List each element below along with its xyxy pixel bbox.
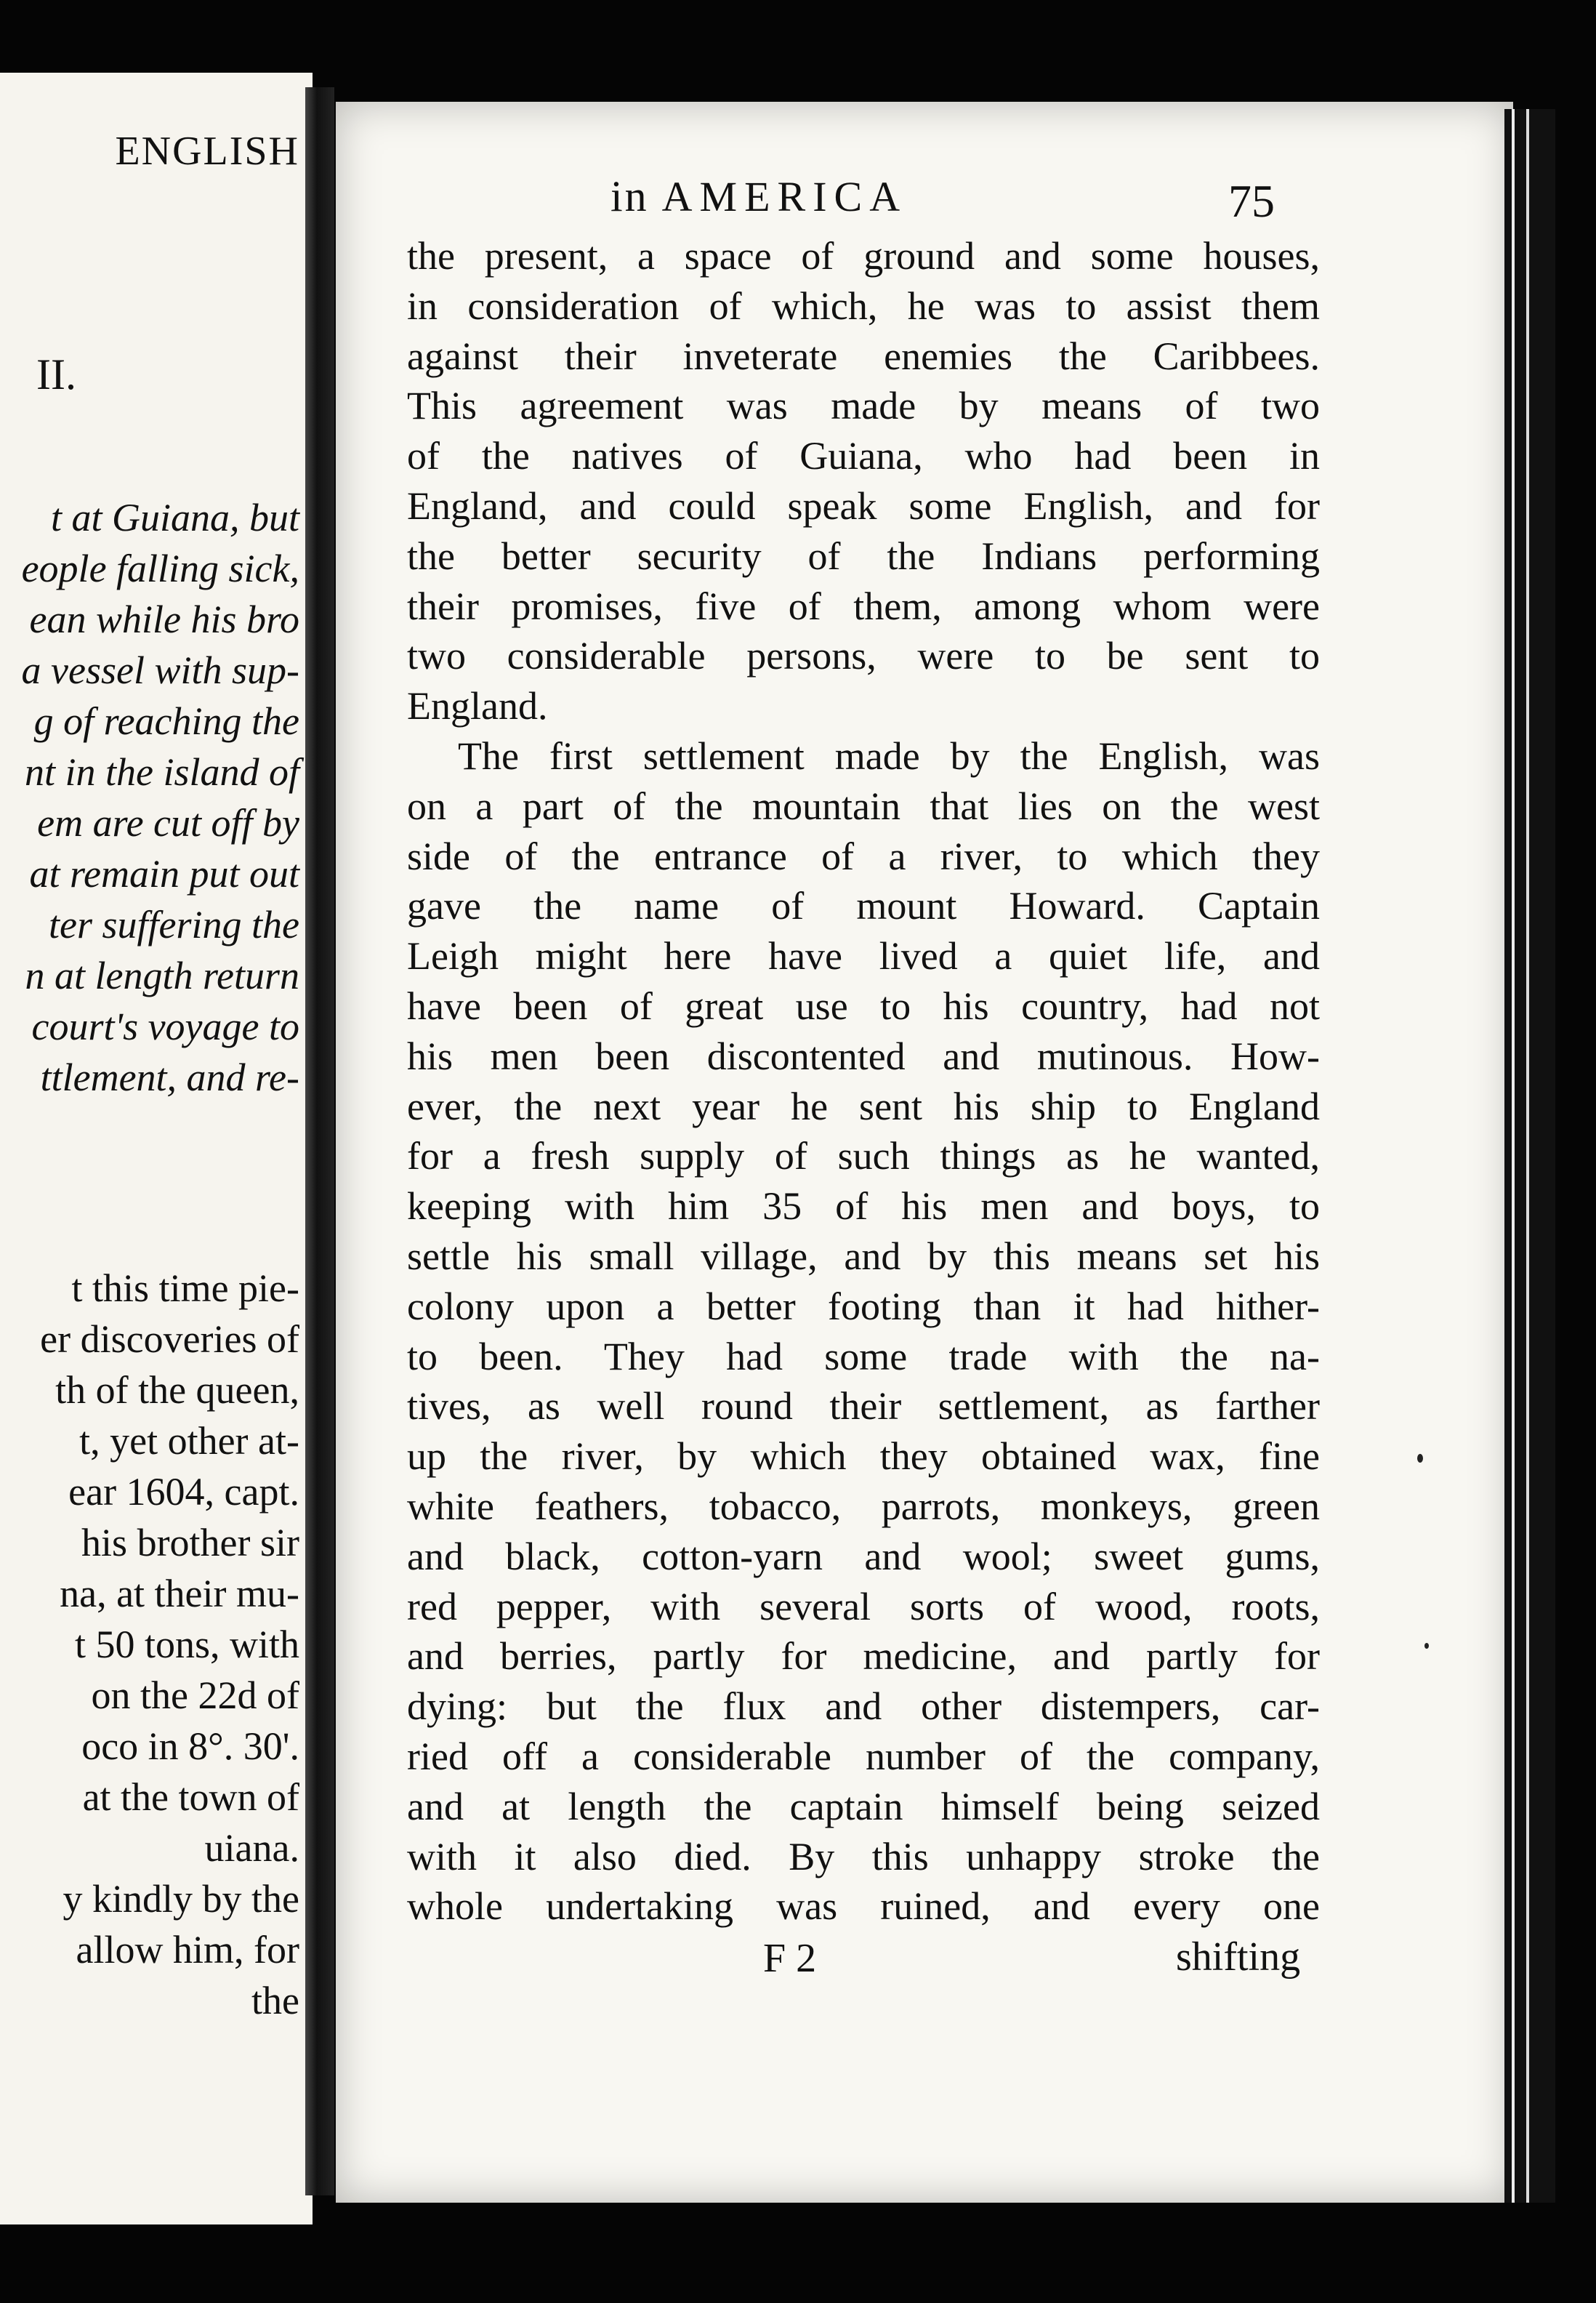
left-page-line: ttlement, and re- xyxy=(40,1056,299,1099)
text-line: to been. They had some trade with the na- xyxy=(407,1334,1320,1378)
text-line: and black, cotton-yarn and wool; sweet gums, xyxy=(407,1534,1320,1578)
left-page-line: g of reaching the xyxy=(33,699,299,743)
text-line: the better security of the Indians performing xyxy=(407,534,1320,578)
text-line: dying: but the flux and other distempers, car- xyxy=(407,1684,1320,1729)
page-number: 75 xyxy=(1228,175,1275,227)
running-head xyxy=(610,172,907,222)
text-line: with it also died. By this unhappy stroke the xyxy=(407,1834,1320,1878)
signature-mark: F 2 xyxy=(763,1936,817,1981)
left-page-line: his brother sir xyxy=(81,1521,299,1564)
left-page-line: na, at their mu- xyxy=(60,1572,299,1615)
left-page-line: on the 22d of xyxy=(91,1673,299,1717)
left-page-line: er discoveries of xyxy=(40,1317,299,1361)
left-page-line: t at Guiana, but xyxy=(50,496,299,539)
left-page-fragment xyxy=(0,73,313,2224)
text-line: whole undertaking was ruined, and every one xyxy=(407,1884,1320,1929)
text-line: side of the entrance of a river, to which they xyxy=(407,834,1320,878)
text-line: This agreement was made by means of two xyxy=(407,384,1320,428)
left-page-line: ter suffering the xyxy=(49,903,299,946)
left-page-line: II. xyxy=(36,350,76,398)
left-page-line: n at length return xyxy=(25,954,299,997)
ink-speck xyxy=(1424,1643,1429,1649)
text-line: their promises, five of them, among whom were xyxy=(407,584,1320,628)
text-line: The first settlement made by the English, was xyxy=(458,733,1320,778)
text-line: on a part of the mountain that lies on the west xyxy=(407,784,1320,828)
catchword: shifting xyxy=(1176,1934,1301,1980)
running-head-title: AMERICA xyxy=(661,173,908,220)
text-line: up the river, by which they obtained wax, fine xyxy=(407,1434,1320,1479)
left-page-line: allow him, for xyxy=(76,1928,299,1972)
text-line: colony upon a better footing than it had hither- xyxy=(407,1284,1320,1328)
left-page-line: ean while his bro xyxy=(29,598,299,641)
text-line: of the natives of Guiana, who had been in xyxy=(407,434,1320,478)
left-page-line: t, yet other at- xyxy=(79,1419,299,1463)
body-text xyxy=(407,231,1320,1932)
text-line: white feathers, tobacco, parrots, monkeys, green xyxy=(407,1484,1320,1528)
left-page-line: at the town of xyxy=(82,1775,299,1819)
text-line: red pepper, with several sorts of wood, roots, xyxy=(407,1584,1320,1628)
text-line: against their inveterate enemies the Caribbees. xyxy=(407,334,1320,378)
left-page-line: th of the queen, xyxy=(55,1368,299,1412)
page-edge-stack xyxy=(1504,109,1555,2203)
book-gutter xyxy=(305,87,334,2195)
text-line: tives, as well round their settlement, as farther xyxy=(407,1384,1320,1428)
left-page-line: at remain put out xyxy=(29,852,299,896)
left-page-line: t this time pie- xyxy=(71,1266,299,1310)
text-line: two considerable persons, were to be sent to xyxy=(407,634,1320,678)
left-page-line: eople falling sick, xyxy=(21,547,299,590)
text-line: ever, the next year he sent his ship to England xyxy=(407,1084,1320,1128)
text-line: and berries, partly for medicine, and partly for xyxy=(407,1634,1320,1679)
left-page-line: ear 1604, capt. xyxy=(68,1470,299,1514)
text-line: settle his small village, and by this means set his xyxy=(407,1234,1320,1278)
text-line: have been of great use to his country, had not xyxy=(407,984,1320,1028)
text-line: Leigh might here have lived a quiet life, and xyxy=(407,934,1320,978)
text-line: the present, a space of ground and some houses, xyxy=(407,234,1320,278)
text-line: and at length the captain himself being seized xyxy=(407,1784,1320,1828)
text-line: ried off a considerable number of the company, xyxy=(407,1734,1320,1778)
left-page-line: t 50 tons, with xyxy=(74,1623,299,1666)
left-page-line: y kindly by the xyxy=(63,1877,299,1921)
left-page-line: court's voyage to xyxy=(31,1005,299,1048)
left-page-line: em are cut off by xyxy=(37,801,299,845)
text-line: England. xyxy=(407,684,548,728)
text-line: in consideration of which, he was to assist them xyxy=(407,284,1320,328)
text-line: keeping with him 35 of his men and boys, to xyxy=(407,1184,1320,1229)
left-page-line: the xyxy=(251,1979,299,2022)
text-line: his men been discontented and mutinous. How- xyxy=(407,1034,1320,1078)
left-page-line: a vessel with sup- xyxy=(21,648,299,692)
left-page-line: uiana. xyxy=(204,1826,299,1870)
ink-speck xyxy=(1417,1454,1423,1463)
running-head-prefix: in xyxy=(610,172,649,220)
text-line: England, and could speak some English, and for xyxy=(407,483,1320,528)
text-line: for a fresh supply of such things as he wanted, xyxy=(407,1134,1320,1178)
left-page-line: ENGLISH xyxy=(115,129,299,174)
text-line: gave the name of mount Howard. Captain xyxy=(407,884,1320,928)
left-page-line: oco in 8°. 30'. xyxy=(81,1724,299,1768)
left-page-line: nt in the island of xyxy=(25,750,299,794)
